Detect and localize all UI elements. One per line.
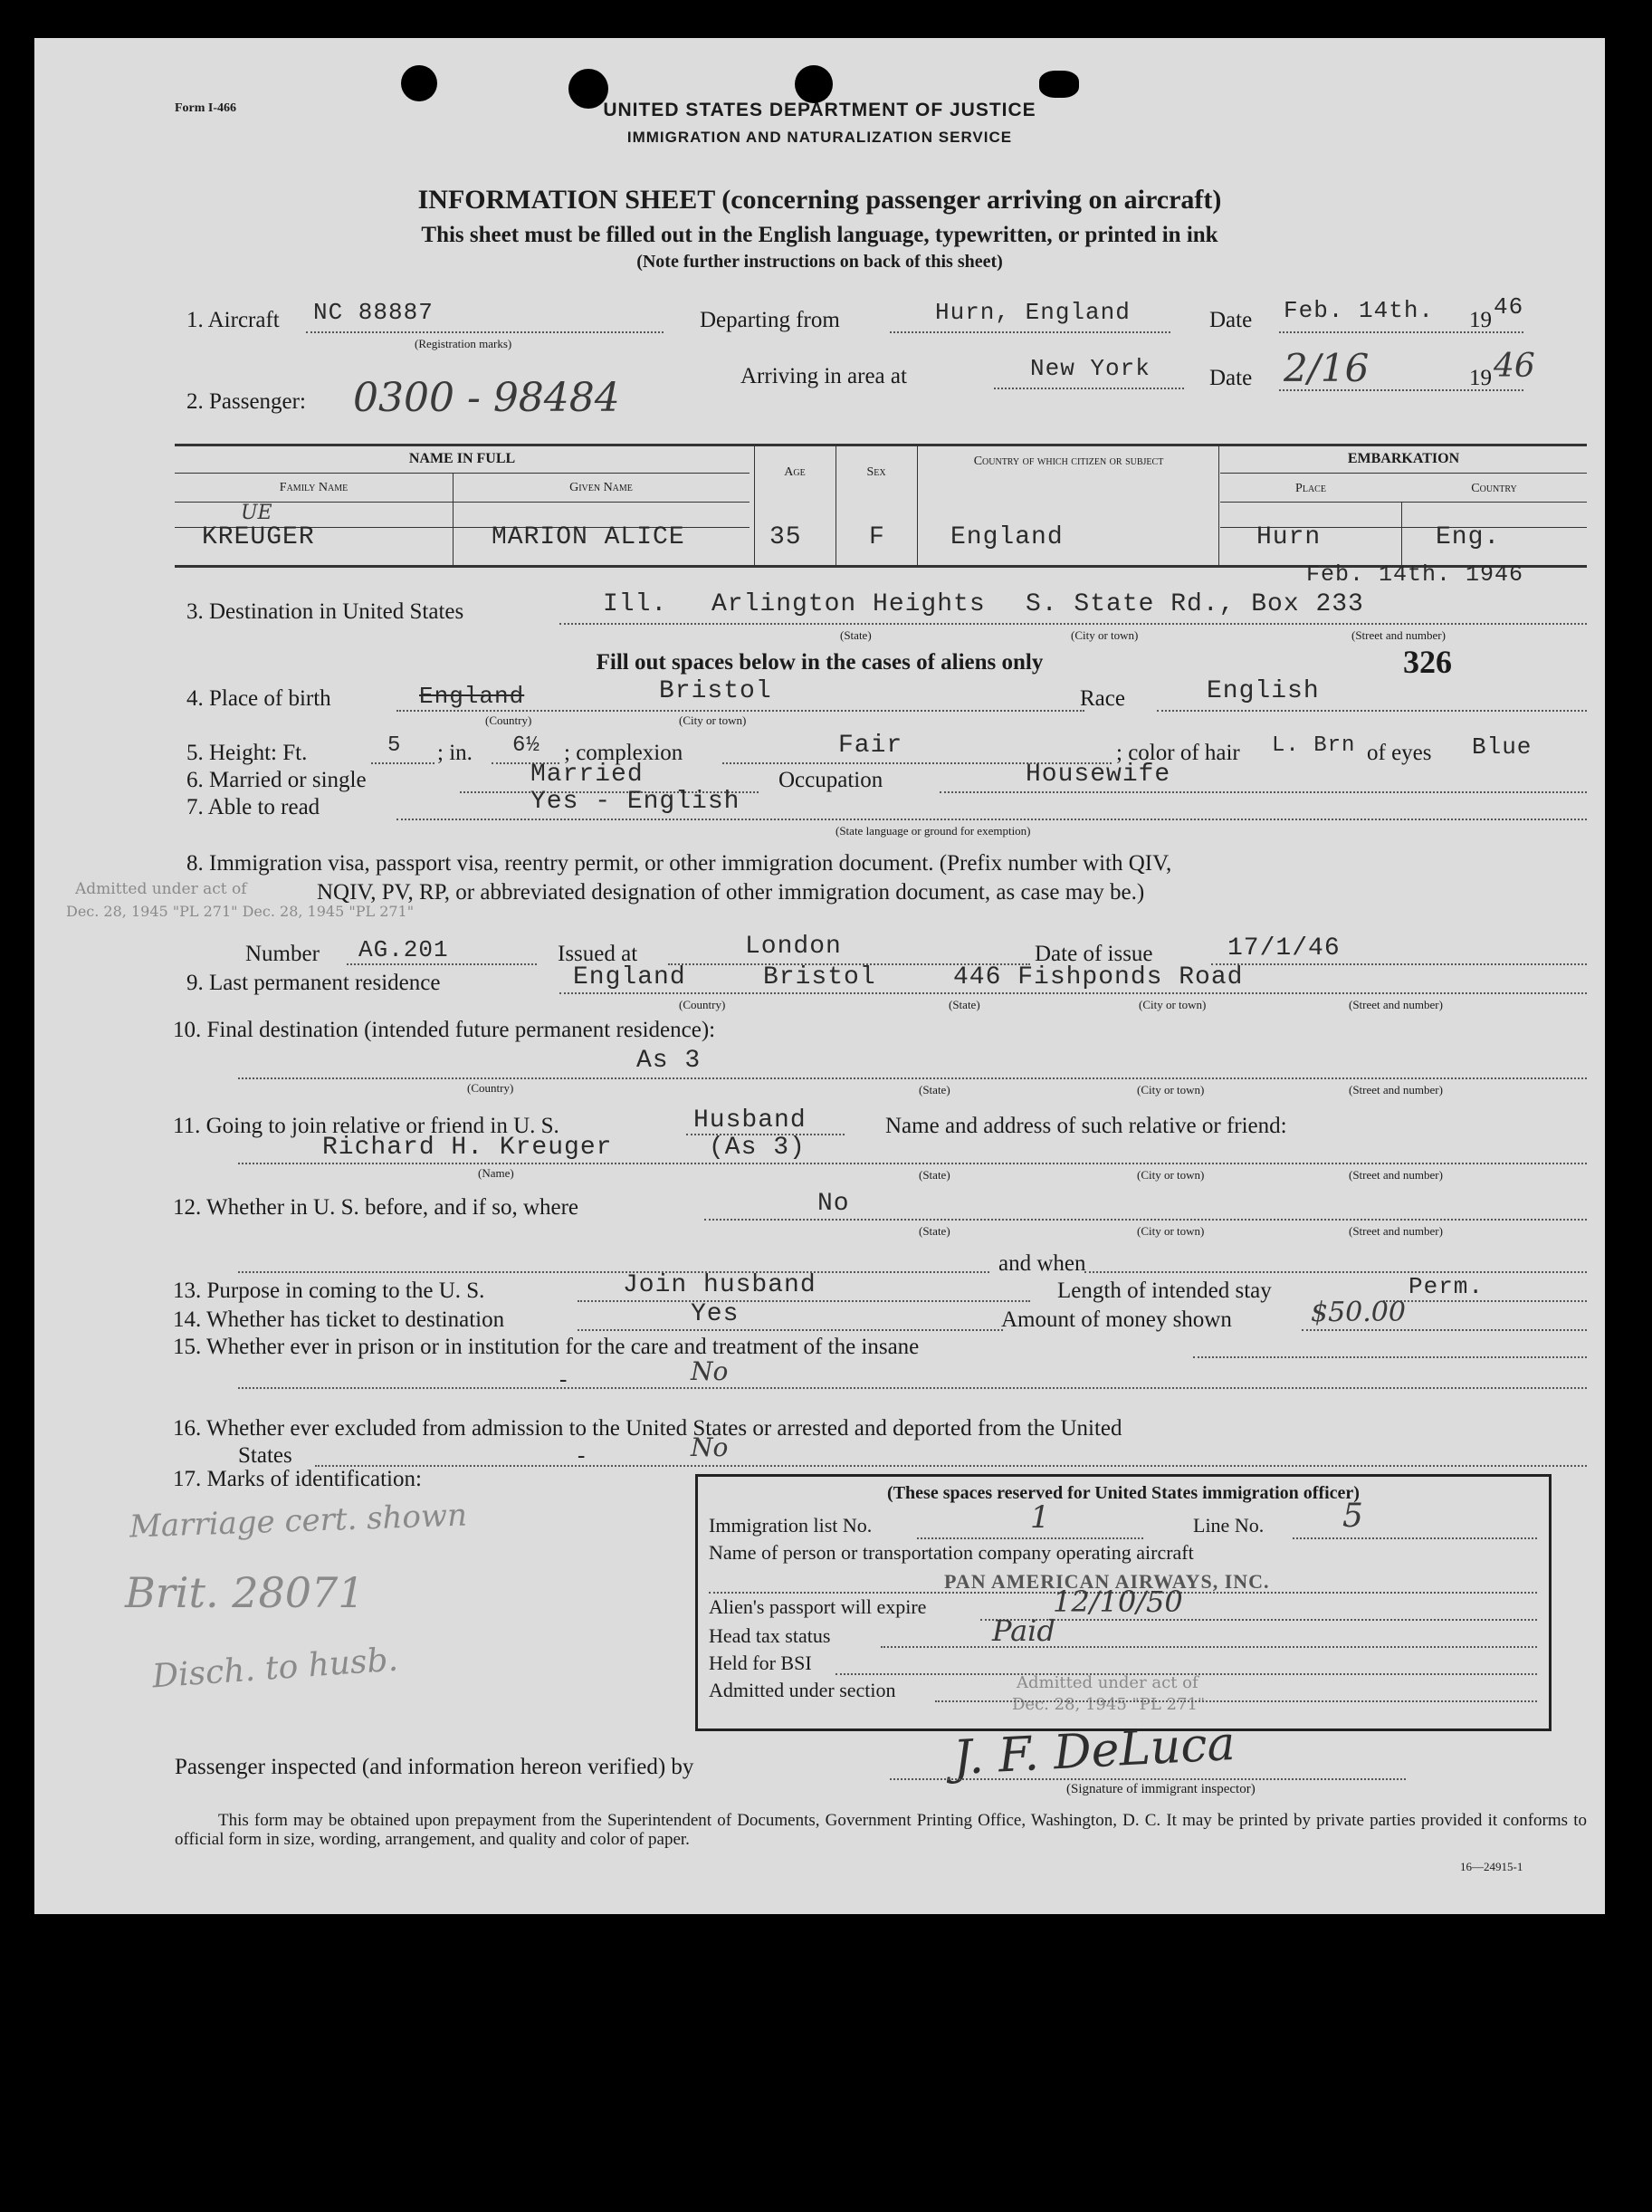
- prior-visit-label: 12. Whether in U. S. before, and if so, where: [173, 1195, 579, 1220]
- purpose-value: Join husband: [623, 1271, 816, 1299]
- stay-label: Length of intended stay: [1057, 1278, 1272, 1303]
- arrival-date-value: 2/16: [1284, 346, 1370, 390]
- print-code: 16—24915-1: [1460, 1860, 1523, 1873]
- issue-date-value: 17/1/46: [1227, 934, 1341, 962]
- punch-hole-right: [795, 65, 833, 103]
- sex-cell: F: [869, 523, 885, 551]
- race-value: English: [1207, 677, 1320, 705]
- registration-caption: (Registration marks): [415, 337, 512, 350]
- given-name-cell: MARION ALICE: [492, 523, 685, 551]
- form-subtitle: This sheet must be filled out in the English language, typewritten, or printed in ink: [421, 223, 1218, 247]
- marks-label: 17. Marks of identification:: [173, 1467, 422, 1491]
- occupation-value: Housewife: [1026, 761, 1171, 789]
- residence-country: England: [573, 963, 686, 991]
- bsi-label: Held for BSI: [709, 1652, 812, 1674]
- fine-print: This form may be obtained upon prepayment from the Superintendent of Documents, Government Printing Office, Washington, D. C. It may be printed by private parties provided it conforms to official form in size, wording, arrangement, and quality and color of paper.: [175, 1811, 1587, 1849]
- arrival-year-prefix: 19: [1469, 366, 1492, 390]
- family-name-correction: UE: [241, 502, 272, 524]
- issue-date-label: Date of issue: [1035, 942, 1153, 966]
- excluded-line2: States: [238, 1443, 292, 1468]
- signature-caption: (Signature of immigrant inspector): [1066, 1782, 1256, 1796]
- stay-value: Perm.: [1408, 1273, 1485, 1300]
- age-cell: 35: [769, 523, 802, 551]
- money-label: Amount of money shown: [1001, 1307, 1232, 1332]
- eyes-label: of eyes: [1367, 741, 1432, 765]
- aliens-only-heading: Fill out spaces below in the cases of aliens only: [596, 650, 1044, 675]
- marks-note-disch: Disch. to husb.: [150, 1641, 400, 1696]
- read-label: 7. Able to read: [186, 795, 320, 819]
- punch-hole-left: [401, 65, 437, 101]
- department-heading: UNITED STATES DEPARTMENT OF JUSTICE: [603, 100, 1036, 120]
- destination-label: 3. Destination in United States: [186, 599, 464, 624]
- complexion-label: ; complexion: [564, 741, 683, 765]
- section-stamp-line2: Dec. 28, 1945 "PL 271": [1012, 1695, 1206, 1714]
- doc-number-label: Number: [245, 942, 320, 966]
- birthplace-label: 4. Place of birth: [186, 686, 331, 711]
- marital-value: Married: [530, 761, 644, 789]
- operator-stamp: PAN AMERICAN AIRWAYS, INC.: [944, 1570, 1270, 1593]
- document-line1: 8. Immigration visa, passport visa, reentry permit, or other immigration document. (Prefix number with QIV,: [186, 851, 1172, 876]
- admitted-stamp-line1: Admitted under act of: [75, 880, 247, 898]
- excluded-value: No: [691, 1432, 729, 1462]
- eyes-value: Blue: [1472, 733, 1533, 761]
- embark-place-cell: Hurn: [1256, 523, 1322, 551]
- residence-label: 9. Last permanent residence: [186, 971, 441, 995]
- ticket-label: 14. Whether has ticket to destination: [173, 1307, 505, 1332]
- issued-at-value: London: [745, 933, 842, 961]
- line-no-label: Line No.: [1193, 1514, 1265, 1537]
- sex-header: Sex: [866, 465, 886, 479]
- form-number: Form I-466: [175, 101, 237, 115]
- inspected-label: Passenger inspected (and information hereon verified) by: [175, 1755, 694, 1779]
- height-in-value: 6½: [512, 733, 540, 758]
- departing-value: Hurn, England: [935, 299, 1131, 326]
- hair-value: L. Brn: [1272, 733, 1356, 758]
- and-when-label: and when: [998, 1251, 1086, 1276]
- insane-value: No: [691, 1356, 729, 1386]
- destination-street: S. State Rd., Box 233: [1026, 590, 1364, 618]
- destination-city: Arlington Heights: [711, 590, 986, 618]
- form-sheet: Form I-466 UNITED STATES DEPARTMENT OF JUSTICE IMMIGRATION AND NATURALIZATION SERVICE INFORMATION SHEET (concerning passenger arriving on aircraft) This sheet must be filled out in the English language, typewritten, or printed in ink (Note further instructions on back of this sheet) 1. Aircraft NC 88887 (Registration marks) Departing from Hurn, England Date Feb. 14th. 19 46 2. Passenger: 0300 - 98484 Arriving in area at New York Date 2/16 19 46 NAME IN FULL Family Name Given Name Age Sex Country of which citizen or subject EMBARKATION Place Country KREUGER UE MARION ALICE 35 F England Hurn Eng. Feb. 14th. 1946 3. Destination in United States Ill. Arlington Heights S. State Rd., Box 233 (State) (City or town) (Street and number) 326 Fill out spaces below in the cases of aliens only 4. Place of birth England Bristol (Country) (City or town) Race English 5. Height: Ft. 5 ; in. 6½ ; complexion Fair ; color of hair L. Brn of eyes Blue 6. Married or single Married Occupation Housewife 7. Able to read Yes - English (State language or ground for exemption) 8. Immigration visa, passport visa, reentry permit, or other immigration document. (Prefix number with QIV, NQIV, PV, RP, or abbreviated designation of other immigration document, as case may be.) Admitted under act of Dec. 28, 1945 "PL 271" Dec. 28, 1945 "PL 271" Number AG.201 Issued at London Date of issue 17/1/46 9. Last permanent residence England Bristol 446 Fishponds Road (Country) (State) (City or town) (Street and number) 10. Final destination (intended future permanent residence): As 3 (Country) (State) (City or town) (Street and number) 11. Going to join relative or friend in U. S. Husband Name and address of such relative or friend: Richard H. Kreuger (As 3) (Name) (State) (City or town) (Street and number) 12. Whether in U. S. before, and if so, where No (State) (City or town) (Street and number) and when 13. Purpose in coming to the U. S. Join husband Length of intended stay Perm. 14. Whether has ticket to destination Yes Amount of money shown $50.00 15. Whether ever in prison or in institution for the care and treatment of the insane - No 16. Whether ever excluded from admission to the United States or arrested and deported from the United States - No 17. Marks of identification: Marriage cert. shown Brit. 28071 Disch. to husb. (These spaces reserved for United States immigration officer) Immigration list No. 1 Line No. 5 Name of person or transportation company operating aircraft PAN AMERICAN AIRWAYS, INC. Alien's passport will expire 12/10/50 Head tax status Paid Held for BSI Admitted under section Admitted under act of Dec. 28, 1945 "PL 271" Passenger inspected (and information hereon verified) by J. F. DeLuca (Signature of immigrant inspector) This form may be obtained upon prepayment from the Superintendent of Documents, Government Printing Office, Washington, D. C. It may be printed by private parties provided it conforms to official form in size, wording, arrangement, and quality and color of paper. 16—24915-1: [34, 38, 1605, 1914]
- head-tax-value: Paid: [992, 1614, 1055, 1648]
- passenger-number: 0300 - 98484: [353, 375, 620, 421]
- birth-city: Bristol: [659, 677, 772, 705]
- marks-note-brit: Brit. 28071: [125, 1568, 365, 1617]
- final-destination-value: As 3: [636, 1047, 702, 1075]
- family-name-header: Family Name: [279, 481, 349, 494]
- departure-date-value: Feb. 14th.: [1284, 297, 1435, 324]
- relative-relation: Husband: [693, 1106, 807, 1135]
- read-value: Yes - English: [530, 788, 740, 816]
- embark-country-header: Country: [1471, 482, 1517, 495]
- prior-visit-value: No: [817, 1190, 850, 1218]
- relative-label: 11. Going to join relative or friend in U. S.: [173, 1114, 559, 1138]
- family-name-cell: KREUGER: [202, 523, 315, 551]
- passenger-label: 2. Passenger:: [186, 389, 306, 414]
- immigration-list-label: Immigration list No.: [709, 1514, 873, 1537]
- passport-expire-value: 12/10/50: [1053, 1585, 1183, 1619]
- purpose-label: 13. Purpose in coming to the U. S.: [173, 1278, 485, 1303]
- service-heading: IMMIGRATION AND NATURALIZATION SERVICE: [626, 129, 1013, 146]
- issued-at-label: Issued at: [558, 942, 638, 966]
- complexion-value: Fair: [838, 732, 903, 760]
- line-no-value: 5: [1342, 1498, 1363, 1535]
- embarkation-header: EMBARKATION: [1347, 451, 1460, 466]
- aircraft-label: 1. Aircraft: [186, 308, 280, 332]
- height-in-label: ; in.: [437, 741, 473, 765]
- embark-country-cell: Eng.: [1436, 523, 1501, 551]
- insane-label: 15. Whether ever in prison or in institution for the care and treatment of the insane: [173, 1335, 920, 1359]
- officer-box-title: (These spaces reserved for United States immigration officer): [887, 1483, 1360, 1503]
- departure-date-label: Date: [1209, 308, 1253, 332]
- arriving-value: New York: [1030, 355, 1151, 382]
- name-in-full-header: NAME IN FULL: [408, 451, 516, 466]
- operator-label: Name of person or transportation company operating aircraft: [709, 1541, 1194, 1564]
- destination-stamp: 326: [1403, 644, 1452, 680]
- form-title: INFORMATION SHEET (concerning passenger arriving on aircraft): [417, 185, 1222, 215]
- excluded-dash: -: [578, 1443, 586, 1468]
- citizen-country-cell: England: [950, 523, 1064, 551]
- destination-state: Ill.: [603, 590, 668, 618]
- departing-label: Departing from: [700, 308, 840, 332]
- ticket-value: Yes: [691, 1300, 740, 1328]
- section-stamp-line1: Admitted under act of: [1017, 1673, 1198, 1692]
- punch-hole-tear: [1039, 71, 1079, 98]
- residence-state: Bristol: [763, 963, 876, 991]
- doc-number-value: AG.201: [358, 936, 449, 963]
- relative-name-label: Name and address of such relative or friend:: [885, 1114, 1287, 1138]
- head-tax-label: Head tax status: [709, 1624, 831, 1647]
- relative-name: Richard H. Kreuger: [322, 1134, 613, 1162]
- height-ft-value: 5: [387, 733, 402, 758]
- money-value: $50.00: [1311, 1297, 1406, 1328]
- immigration-list-value: 1: [1030, 1499, 1050, 1536]
- excluded-line1: 16. Whether ever excluded from admission to the United States or arrested and deported from the United: [173, 1416, 1122, 1441]
- race-label: Race: [1080, 686, 1125, 711]
- admitted-stamp-line2: Dec. 28, 1945 "PL 271" Dec. 28, 1945 "PL 271": [66, 903, 415, 920]
- aircraft-value: NC 88887: [313, 299, 434, 326]
- birth-country: England: [419, 683, 525, 710]
- marks-note-marriage: Marriage cert. shown: [129, 1497, 468, 1546]
- passport-expire-label: Alien's passport will expire: [709, 1595, 927, 1618]
- citizen-country-header: Country of which citizen or subject: [973, 455, 1164, 468]
- embark-place-header: Place: [1295, 482, 1326, 495]
- final-destination-label: 10. Final destination (intended future permanent residence):: [173, 1018, 716, 1042]
- document-line2: NQIV, PV, RP, or abbreviated designation of other immigration document, as case may be.): [317, 880, 1145, 905]
- embark-date-stamp: Feb. 14th. 1946: [1306, 561, 1524, 588]
- hair-label: ; color of hair: [1116, 741, 1240, 765]
- departure-year-prefix: 19: [1469, 308, 1492, 332]
- arrival-year-suffix: 46: [1494, 348, 1535, 385]
- admitted-section-label: Admitted under section: [709, 1679, 896, 1701]
- departure-year-suffix: 46: [1494, 293, 1524, 321]
- arrival-date-label: Date: [1209, 366, 1253, 390]
- occupation-label: Occupation: [778, 768, 883, 792]
- inspector-signature: J. F. DeLuca: [951, 1716, 1237, 1786]
- form-note: (Note further instructions on back of this sheet): [636, 252, 1003, 272]
- marital-label: 6. Married or single: [186, 768, 367, 792]
- arriving-label: Arriving in area at: [740, 364, 907, 388]
- given-name-header: Given Name: [569, 481, 633, 494]
- height-ft-label: 5. Height: Ft.: [186, 741, 308, 765]
- insane-dash: -: [559, 1367, 568, 1392]
- residence-street: 446 Fishponds Road: [953, 963, 1244, 991]
- age-header: Age: [784, 465, 806, 479]
- relative-address: (As 3): [709, 1134, 806, 1162]
